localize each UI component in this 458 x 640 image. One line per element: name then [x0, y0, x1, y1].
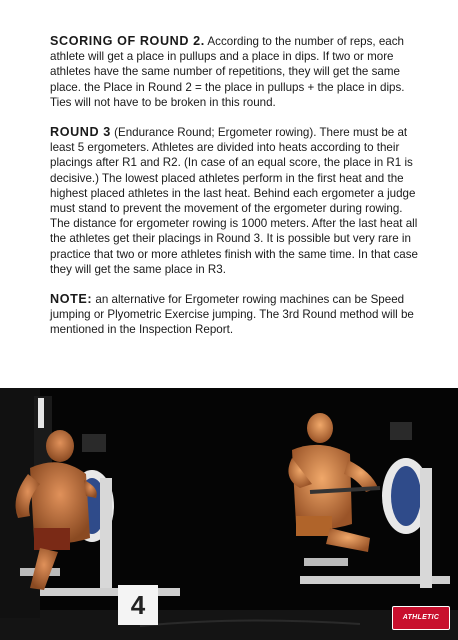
rowing-photo: [0, 388, 458, 640]
scoring-round2-paragraph: [50, 34, 422, 110]
number-card: 4: [118, 585, 158, 625]
scoring-round2-body: According to the number of reps, each athlete will get a place in pullups and a place in dips. If two or more athletes have the same number of repetitions, they will get the same place. the Place in Round 2 = the place in pullups + the place in dips. Ties will not have to be broken in this round.: [50, 35, 405, 109]
round3-paragraph: [50, 125, 422, 277]
athletic-logo: ATHLETIC: [392, 606, 450, 630]
round3-heading: ROUND 3: [50, 125, 111, 140]
scoring-round2-heading: SCORING OF ROUND 2.: [50, 34, 205, 48]
stage-floor: [0, 610, 458, 640]
note-paragraph: [50, 292, 422, 338]
note-heading: NOTE:: [50, 292, 93, 307]
document-text: [50, 34, 422, 353]
note-body: an alternative for Ergometer rowing machines can be Speed jumping or Plyometric Exercise jumping. The 3rd Round method will be mentioned in the Inspection Report.: [50, 293, 414, 337]
rowing-scene: [0, 388, 458, 640]
round3-body: (Endurance Round; Ergometer rowing). There must be at least 5 ergometers. Athletes are divided into heats according to their placings after R1 and R2. (In case of an equal score, the place in R1 is decisive.) The lowest placed athletes perform in the first heat and the highest placed athletes in the last heat. Behind each ergometer a judge must stand to prevent the movement of the ergometer during rowing. The distance for ergometer rowing is 1000 meters. After the last heat all the athletes get their placings in Round 3. It is possible but very rare in practice that two or more athletes finish with the same time. In that case they will get the same place in R3.: [50, 126, 418, 276]
